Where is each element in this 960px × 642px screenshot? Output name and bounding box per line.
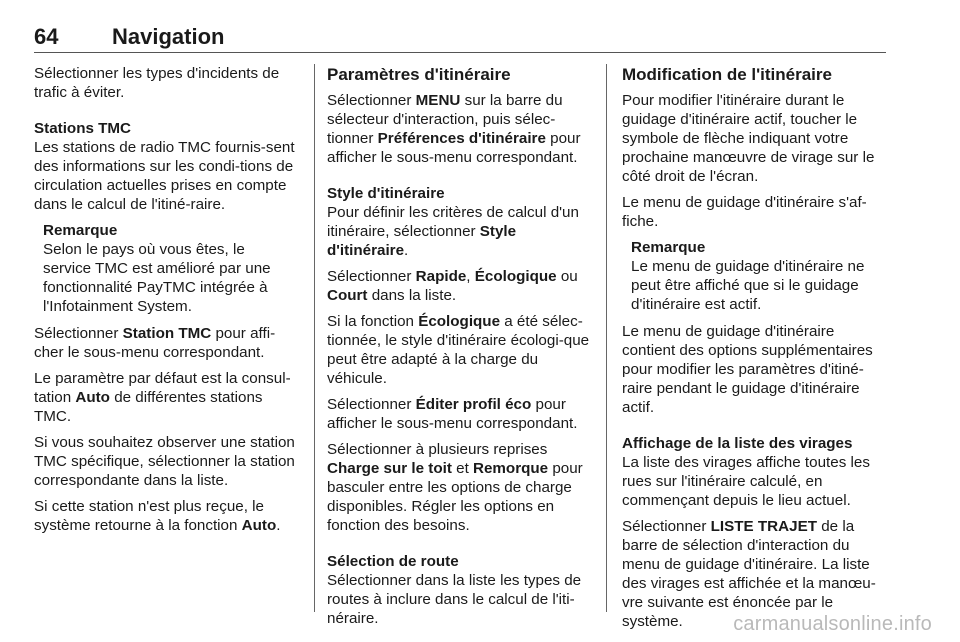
column-2 [327,64,595,635]
menu-displayed-paragraph: Le menu de guidage d'itinéraire s'af-fiche. [622,194,867,230]
specific-station-paragraph: Si vous souhaitez observer une station TMC spécifique, sélectionner la station correspondante dans la liste. [34,434,295,489]
route-selection-section [327,552,595,628]
section-title: Navigation [112,24,225,49]
route-selection-heading: Sélection de route [327,553,459,570]
route-list-term: LISTE TRAJET [710,518,817,535]
station-tmc-paragraph: Sélectionner Station TMC pour affi-cher le sous-menu correspondant. [34,325,276,361]
fallback-paragraph: Si cette station n'est plus reçue, le système retourne à la fonction Auto. [34,498,281,534]
header-rule [34,52,886,53]
column-divider-2 [606,64,607,612]
auto-term-2: Auto [241,517,277,534]
tmc-body: Les stations de radio TMC fournis-sent des informations sur les condi-tions de circulation actuelles prises en compte dans le calcul de l'itiné-raire. [34,139,295,213]
eco-paragraph: Si la fonction Écologique a été sélec-tionnée, le style d'itinéraire écologi-que peut être adapté à la charge du véhicule. [327,313,590,387]
turn-list-heading: Affichage de la liste des virages [622,435,853,452]
note-label-2: Remarque [631,239,706,256]
route-prefs-term: Préférences d'itinéraire [377,130,546,147]
note-label: Remarque [43,222,118,239]
page-number: 64 [34,24,59,49]
default-paragraph: Le paramètre par défaut est la consul-tation Auto de différentes stations TMC. [34,370,291,425]
menu-term: MENU [415,92,461,109]
intro-paragraph: Sélectionner les types d'incidents de trafic à éviter. [34,65,280,101]
turn-list-section [622,434,890,510]
column-1 [34,64,296,542]
station-tmc-term: Station TMC [122,325,212,342]
note-body: Selon le pays où vous êtes, le service TMC est amélioré par une fonctionnalité PayTMC intégrée à l'Infotainment System. [43,241,271,315]
menu-paragraph: Sélectionner MENU sur la barre du sélecteur d'interaction, puis sélec-tionner Préférences d'itinéraire pour afficher le sous-menu correspondant. [327,92,581,166]
modify-paragraph: Pour modifier l'itinéraire durant le guidage d'itinéraire actif, toucher le symbole de flèche indiquant votre prochaine manœuvre de virage sur le côté droit de l'écran. [622,92,875,185]
guidance-menu-paragraph: Le menu de guidage d'itinéraire contient des options supplémentaires pour modifier les paramètres d'itiné-raire pendant le guidage d'itinéraire actif. [622,323,873,416]
route-params-heading: Paramètres d'itinéraire [327,65,511,84]
route-style-section: Style d'itinéraire Pour définir les critères de calcul d'un itinéraire, sélectionner Style d'itinéraire. [327,184,595,260]
route-style-heading: Style d'itinéraire [327,185,445,202]
column-divider-1 [314,64,315,612]
column-3 [622,64,890,638]
tmc-heading: Stations TMC [34,120,132,137]
note-guidance [622,238,890,314]
auto-term: Auto [75,389,110,406]
tmc-section [34,119,296,214]
route-style-term: Style d'itinéraire [327,223,517,259]
style-options-paragraph: Sélectionner Rapide, Écologique ou Court dans la liste. [327,268,578,304]
eco-profile-paragraph: Sélectionner Éditer profil éco pour afficher le sous-menu correspondant. [327,396,578,432]
route-list-paragraph: Sélectionner LISTE TRAJET de la barre de sélection d'interaction du menu de guidage d'itinéraire. La liste des virages est affichée et la manœu-vre suivante est énoncée par le système. [622,518,876,630]
note-body-2: Le menu de guidage d'itinéraire ne peut être affiché que si le guidage d'itinéraire est actif. [631,258,865,313]
eco-profile-term: Éditer profil éco [415,396,532,413]
route-modification-heading: Modification de l'itinéraire [622,65,832,84]
turn-list-body: La liste des virages affiche toutes les rues sur l'itinéraire calculé, en commençant depuis le lieu actuel. [622,454,870,509]
load-paragraph: Sélectionner à plusieurs reprises Charge sur le toit et Remorque pour basculer entre les options de charge disponibles. Régler les options en fonction des besoins. [327,441,583,534]
note-tmc [34,221,296,316]
page-header [34,24,886,54]
route-selection-body: Sélectionner dans la liste les types de routes à inclure dans le calcul de l'iti-néraire. [327,572,582,627]
watermark: carmanualsonline.info [733,613,932,635]
